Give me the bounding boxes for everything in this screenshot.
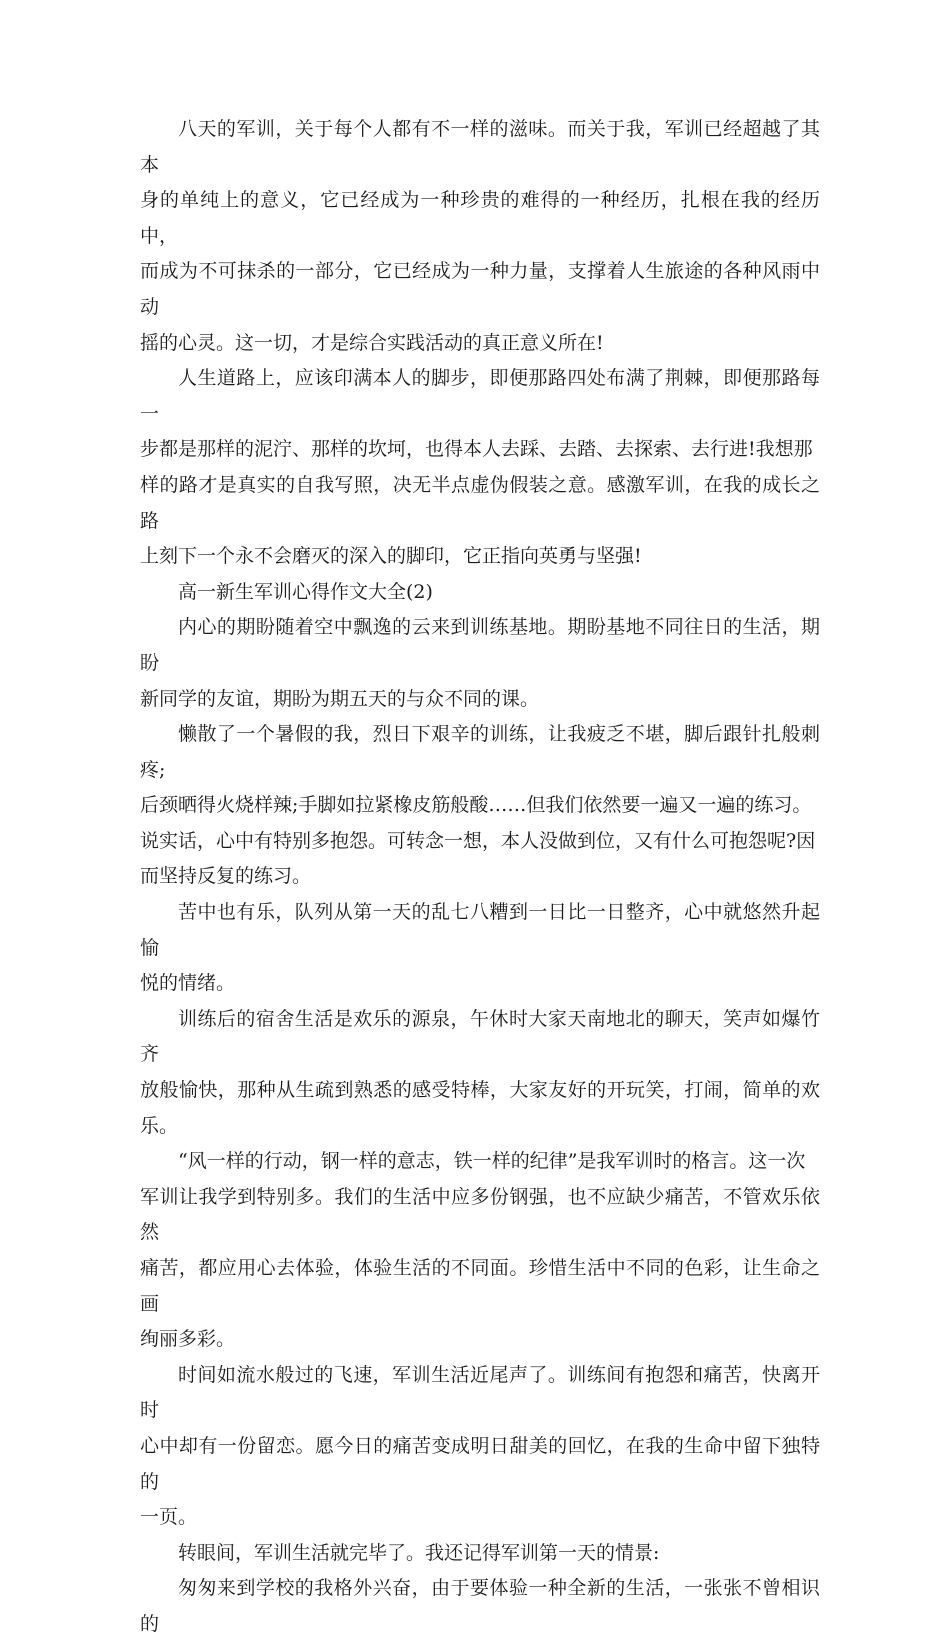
section-heading: 高一新生军训心得作文大全(2): [178, 580, 433, 603]
paragraph: 转眼间，军训生活就完毕了。我还记得军训第一天的情景:: [178, 1541, 660, 1564]
paragraph: 懒散了一个暑假的我，烈日下艰辛的训练，让我疲乏不堪，脚后跟针扎般刺疼; 后颈晒得火烧样辣;手脚如拉紧橡皮筋般酸……但我们依然要一遍又一遍的练习。 说实话，心中有特别多抱怨。可转念一想，本人没做到位，又有什么可抱怨呢?因 而坚持反复的练习。: [140, 723, 820, 888]
paragraph: 内心的期盼随着空中飘逸的云来到训练基地。期盼基地不同往日的生活，期盼 新同学的友谊，期盼为期五天的与众不同的课。: [140, 616, 820, 710]
document-body: [140, 112, 820, 1643]
paragraph: 时间如流水般过的飞速，军训生活近尾声了。训练间有抱怨和痛苦，快离开时 心中却有一份留恋。愿今日的痛苦变成明日甜美的回忆，在我的生命中留下独特的 一页。: [140, 1363, 820, 1529]
paragraph: 八天的军训，关于每个人都有不一样的滋味。而关于我，军训已经超越了其本 身的单纯上的意义，它已经成为一种珍贵的难得的一种经历，扎根在我的经历中， 而成为不可抹杀的一部分，它已经成为一种力量，支撑着人生旅途的各种风雨中动 摇的心灵。这一切，才是综合实践活动的真正意义所在!: [140, 118, 820, 354]
paragraph: 训练后的宿舍生活是欢乐的源泉，午休时大家天南地北的聊天，笑声如爆竹齐 放般愉快，那种从生疏到熟悉的感受特棒，大家友好的开玩笑，打闹，简单的欢乐。: [140, 1007, 820, 1137]
paragraph: 匆匆来到学校的我格外兴奋，由于要体验一种全新的生活，一张张不曾相识的: [140, 1577, 820, 1635]
paragraph: 人生道路上，应该印满本人的脚步，即便那路四处布满了荆棘，即便那路每一 步都是那样的泥泞、那样的坎坷，也得本人去踩、去踏、去探索、去行进!我想那 样的路才是真实的自我写照，决无半点虚伪假装之意。感激军训，在我的成长之路 上刻下一个永不会磨灭的深入的脚印，它正指向英勇与坚强!: [140, 367, 820, 568]
paragraph: “风一样的行动，钢一样的意志，铁一样的纪律”是我军训时的格言。这一次 军训让我学到特别多。我们的生活中应多份钢强，也不应缺少痛苦，不管欢乐依然 痛苦，都应用心去体验，体验生活的不同面。珍惜生活中不同的色彩，让生命之画 绚丽多彩。: [140, 1150, 820, 1351]
paragraph: 苦中也有乐，队列从第一天的乱七八糟到一日比一日整齐，心中就悠然升起愉 悦的情绪。: [140, 901, 820, 995]
